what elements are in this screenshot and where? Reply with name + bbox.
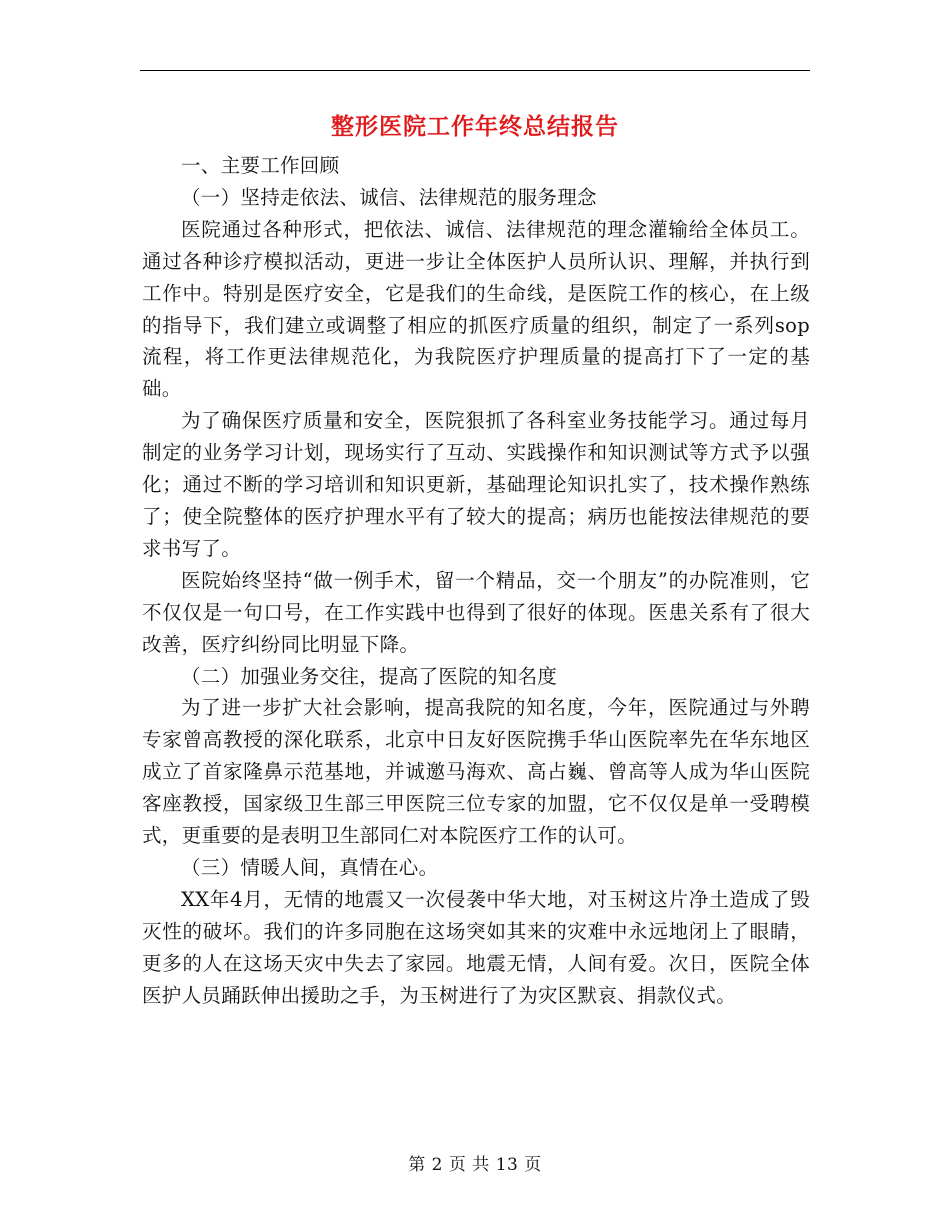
- header-rule: [140, 70, 810, 71]
- subsection-heading: （三）情暖人间，真情在心。: [181, 855, 439, 879]
- body-paragraph: 为了确保医疗质量和安全，医院狠抓了各科室业务技能学习。通过每月制定的业务学习计划，现场实行了互动、实践操作和知识测试等方式予以强化；通过不断的学习培训和知识更新，基础理论知识扎实了，技术操作熟练了；使全院整体的医疗护理水平有了较大的提高；病历也能按法律规范的要求书写了。: [142, 409, 810, 560]
- body-paragraph: 为了进一步扩大社会影响，提高我院的知名度，今年，医院通过与外聘专家曾高教授的深化联系，北京中日友好医院携手华山医院率先在华东地区成立了首家隆鼻示范基地，并诚邀马海欢、高占巍、曾高等人成为华山医院客座教授，国家级卫生部三甲医院三位专家的加盟，它不仅仅是单一受聘模式，更重要的是表明卫生部同仁对本院医疗工作的认可。: [142, 696, 810, 848]
- section-heading: 一、主要工作回顾: [181, 154, 340, 177]
- body-paragraph: XX年4月，无情的地震又一次侵袭中华大地，对玉树这片净土造成了毁灭性的破坏。我们的许多同胞在这场突如其来的灾难中永远地闭上了眼睛，更多的人在这场天灾中失去了家园。地震无情，人间有爱。次日，医院全体医护人员踊跃伸出援助之手，为玉树进行了为灾区默哀、捐款仪式。: [142, 887, 810, 1007]
- subsection-heading: （二）加强业务交往，提高了医院的知名度: [181, 664, 558, 688]
- document-title: 整形医院工作年终总结报告: [331, 113, 619, 140]
- page-number-footer: 第 2 页 共 13 页: [408, 1155, 542, 1175]
- body-paragraph: 医院通过各种形式，把依法、诚信、法律规范的理念灌输给全体员工。通过各种诊疗模拟活动，更进一步让全体医护人员所认识、理解，并执行到工作中。特别是医疗安全，它是我们的生命线，是医院工作的核心，在上级的指导下，我们建立或调整了相应的抓医疗质量的组织，制定了一系列sop流程，将工作更法律规范化，为我院医疗护理质量的提高打下了一定的基础。: [142, 217, 810, 401]
- subsection-heading: （一）坚持走依法、诚信、法律规范的服务理念: [181, 185, 597, 209]
- body-paragraph: 医院始终坚持“做一例手术，留一个精品，交一个朋友”的办院准则，它不仅仅是一句口号，在工作实践中也得到了很好的体现。医患关系有了很大改善，医疗纠纷同比明显下降。: [142, 568, 810, 656]
- document-body: [142, 150, 810, 1011]
